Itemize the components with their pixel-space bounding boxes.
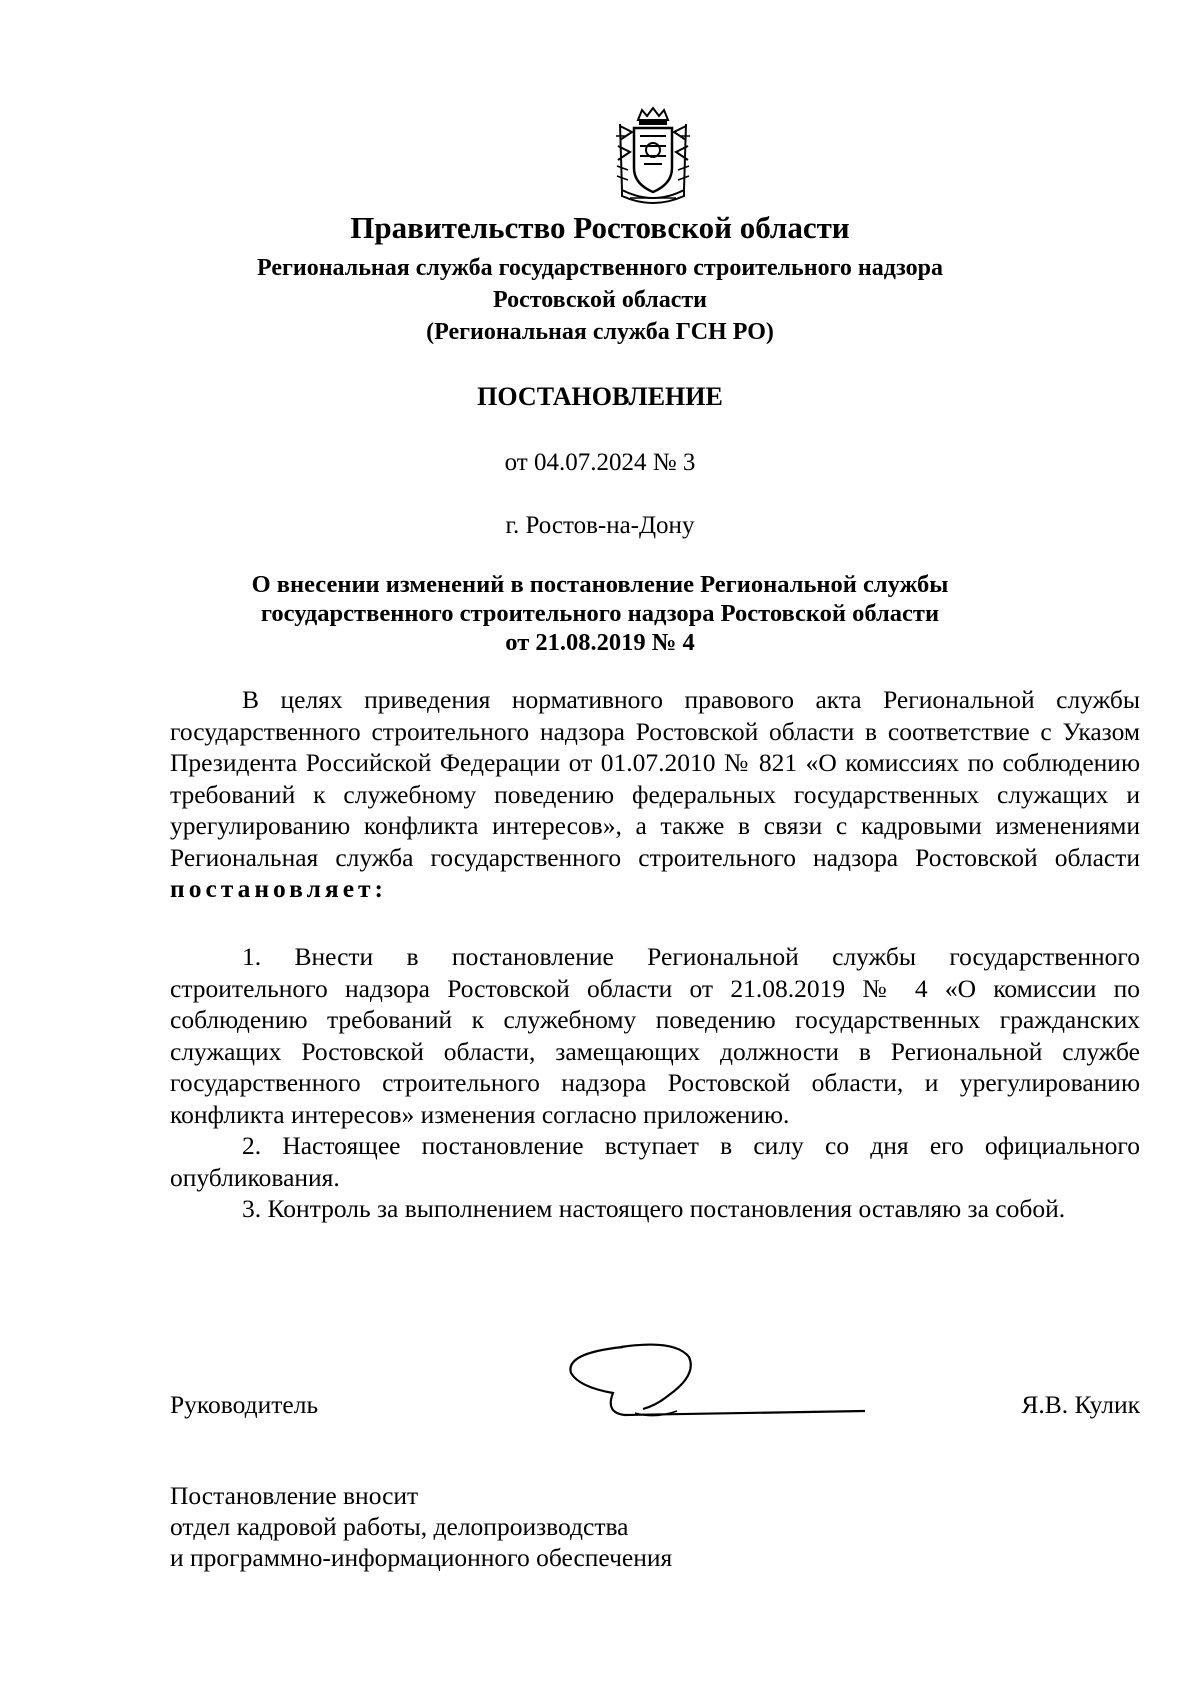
subject-line: О внесении изменений в постановление Региональной службы xyxy=(251,571,949,598)
government-title: Правительство Ростовской области xyxy=(350,210,850,245)
decree-item: 2. Настоящее постановление вступает в силу со дня его официального опубликования. xyxy=(170,1131,1140,1192)
agency-name xyxy=(0,252,1200,348)
decree-item: 3. Контроль за выполнением настоящего постановления оставляю за собой. xyxy=(242,1194,1066,1223)
decree-items xyxy=(170,941,1140,1225)
preamble-paragraph xyxy=(170,684,1140,905)
document-type: ПОСТАНОВЛЕНИЕ xyxy=(477,382,723,411)
subject-line: государственного строительного надзора Ростовской области xyxy=(260,600,940,627)
footer-line: отдел кадровой работы, делопроизводства xyxy=(170,1512,629,1541)
decree-item: 1. Внести в постановление Региональной службы государственного строительного надзора Ростовской области от 21.08.2019 № 4 «О комиссии по соблюдению требований к служебному поведению государственных гражданских служащих Ростовской области, замещающих должности в Региональной службе государственного строительного надзора Ростовской области, и урегулированию конфликта интересов» изменения согласно приложению. xyxy=(170,942,1140,1129)
preamble-text: В целях приведения нормативного правового акта Региональной службы государственного строительного надзора Ростовской области в соответствие с Указом Президента Российской Федерации от 01.07.2010 № 821 «О комиссиях по соблюдению требований к служебному поведению федеральных государственных служащих и урегулированию конфликта интересов», а также в связи с кадровыми изменениями Региональная служба государственного строительного надзора Ростовской области xyxy=(170,685,1140,872)
footer-line: и программно-информационного обеспечения xyxy=(170,1543,673,1572)
document-city: г. Ростов-на-Дону xyxy=(505,512,695,539)
footer-note xyxy=(170,1480,672,1573)
handwritten-signature-icon xyxy=(565,1335,875,1420)
decree-verb: постановляет: xyxy=(170,874,388,903)
agency-line: Региональная служба государственного строительного надзора xyxy=(257,255,943,281)
preamble xyxy=(170,684,1140,905)
signer-position: Руководитель xyxy=(170,1390,319,1419)
document-subject xyxy=(0,570,1200,657)
footer-line: Постановление вносит xyxy=(170,1481,419,1510)
signer-name: Я.В. Кулик xyxy=(1021,1390,1140,1419)
agency-line: (Региональная служба ГСН РО) xyxy=(426,319,774,345)
document-number: от 04.07.2024 № 3 xyxy=(504,449,696,476)
agency-line: Ростовской области xyxy=(493,287,707,313)
subject-line: от 21.08.2019 № 4 xyxy=(505,629,695,656)
rostov-oblast-coat-of-arms-icon xyxy=(614,106,692,212)
